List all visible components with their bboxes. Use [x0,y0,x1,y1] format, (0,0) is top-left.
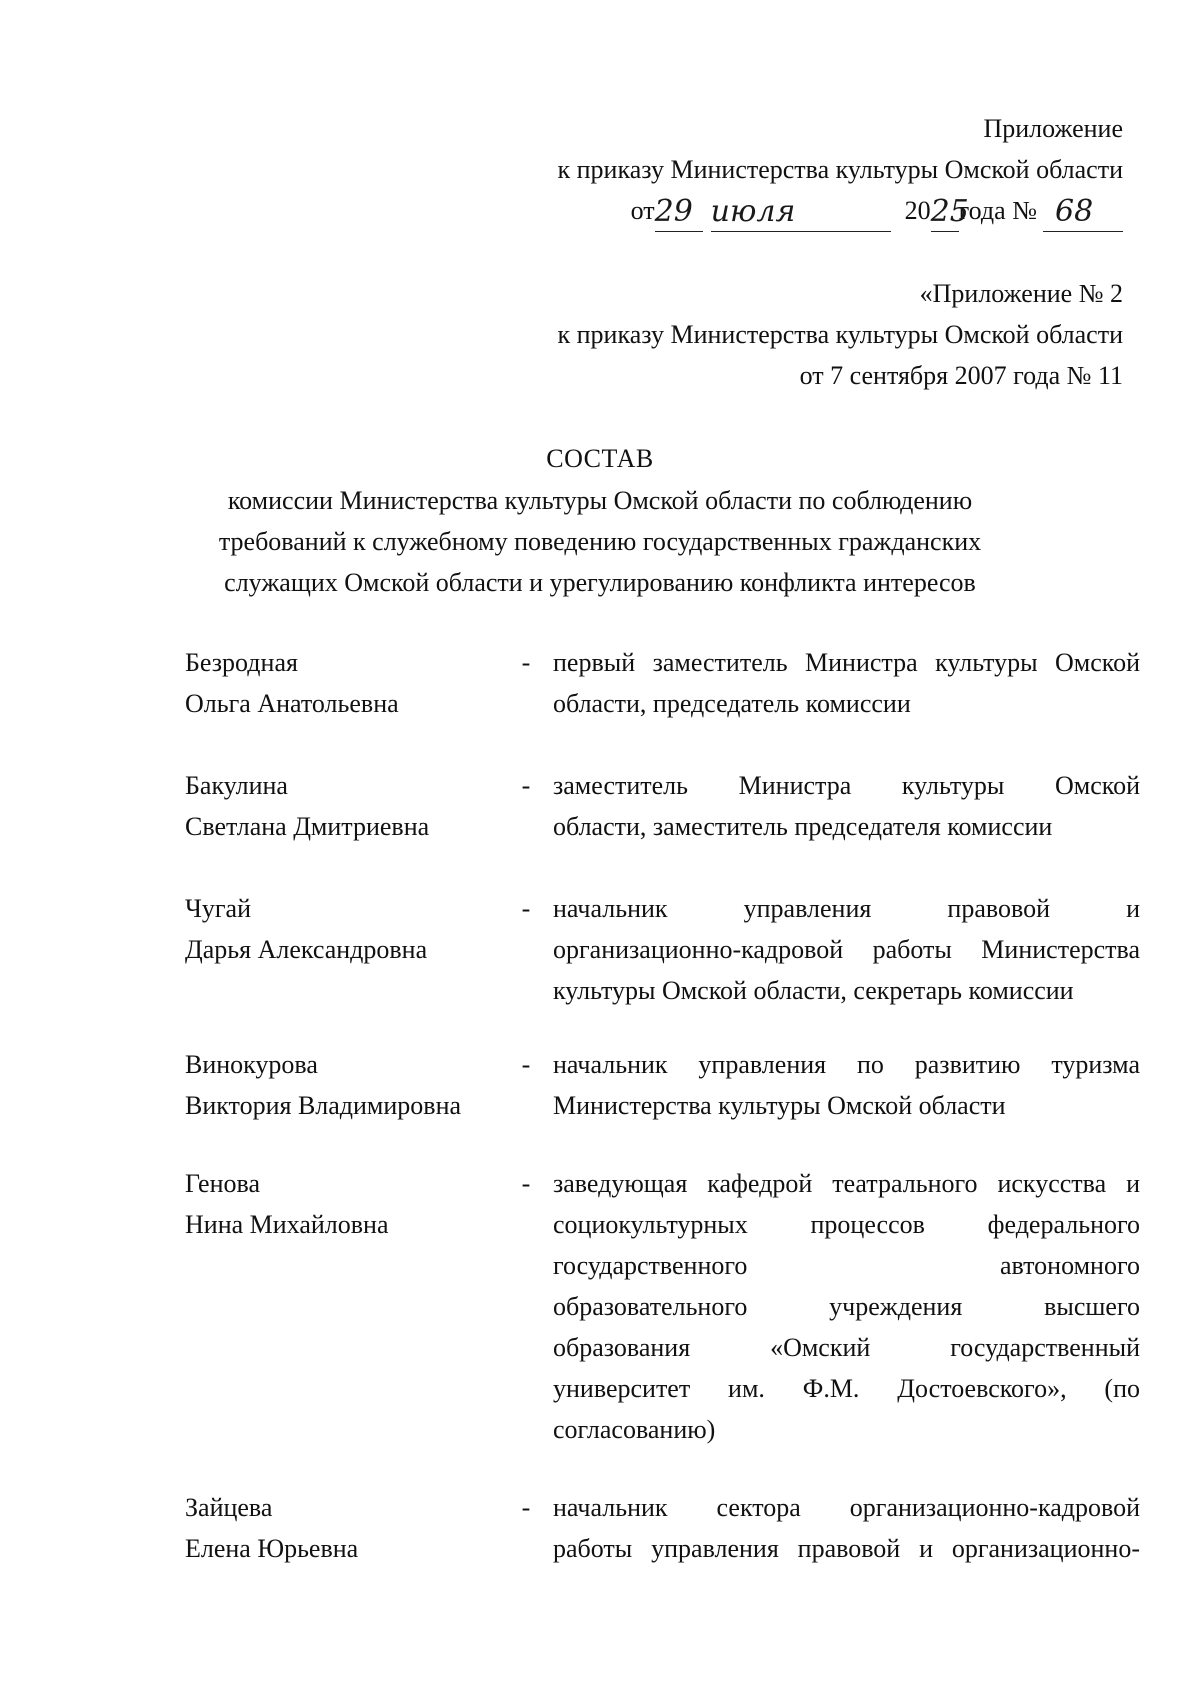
dash: - [521,771,531,800]
role-line: начальник сектора организационно-кадровой [553,1493,1140,1522]
role-line: области, заместитель председателя комиссии [553,812,1053,841]
role-line: Министерства культуры Омской области [553,1091,1006,1120]
member-name [185,1044,505,1126]
member-role [547,765,1140,847]
member-role [547,1044,1140,1126]
document-title: СОСТАВ [546,444,654,473]
member-entry [185,642,1140,724]
member-entry [185,888,1140,1011]
dash: - [521,648,531,677]
handwritten-number: 68 [1055,194,1094,229]
member-entry [185,1163,1140,1450]
role-line: заведующая кафедрой театрального искусства и [553,1169,1140,1198]
member-name [185,888,505,970]
role-line: согласованию) [553,1415,716,1444]
role-line: образования «Омский государственный [553,1333,1140,1362]
date-prefix: от [630,196,655,225]
subtitle-line: требований к служебному поведению государственных гражданских [218,527,982,556]
member-given-names: Виктория Владимировна [185,1091,462,1120]
member-surname: Безродная [185,648,298,677]
member-name [185,642,505,724]
appendix-label: Приложение [983,114,1123,143]
role-line: работы управления правовой и организационно- [553,1534,1140,1563]
year-suffix: года № [958,196,1037,225]
member-surname: Зайцева [185,1493,273,1522]
date-month-blank [711,190,891,232]
appendix-order-ref: к приказу Министерства культуры Омской области [557,155,1123,184]
appendix-date-line [403,190,1123,232]
member-given-names: Нина Михайловна [185,1210,389,1239]
member-given-names: Светлана Дмитриевна [185,812,430,841]
date-day-blank [655,190,703,232]
handwritten-month: июля [710,194,796,229]
dash: - [521,1050,531,1079]
member-surname: Чугай [185,894,252,923]
commission-members [185,642,1140,1569]
dash: - [521,894,531,923]
role-line: заместитель Министра культуры Омской [553,771,1140,800]
role-line: образовательного учреждения высшего [553,1292,1140,1321]
dash: - [521,1169,531,1198]
member-entry [185,1487,1140,1569]
subtitle-line: комиссии Министерства культуры Омской области по соблюдению [227,486,973,515]
member-given-names: Ольга Анатольевна [185,689,399,718]
member-role [547,888,1140,1011]
year-start: 20 [904,196,931,225]
role-line: культуры Омской области, секретарь комиссии [553,976,1074,1005]
member-name [185,1163,505,1245]
member-role [547,642,1140,724]
original-appendix-label: «Приложение № 2 [919,279,1123,308]
original-order-ref: к приказу Министерства культуры Омской области [557,320,1123,349]
date-year-blank [930,190,969,232]
role-line: государственного автономного [553,1251,1140,1280]
handwritten-year: 25 [930,194,969,229]
original-order-date: от 7 сентября 2007 года № 11 [799,361,1123,390]
order-number-blank [1043,190,1123,232]
member-role [547,1487,1140,1569]
document-subtitle [150,480,1050,603]
member-given-names: Елена Юрьевна [185,1534,359,1563]
role-line: университет им. Ф.М. Достоевского», (по [553,1374,1140,1403]
role-line: организационно-кадровой работы Министерства [553,935,1140,964]
role-line: области, председатель комиссии [553,689,911,718]
member-entry [185,1044,1140,1126]
member-role [547,1163,1140,1450]
role-line: начальник управления по развитию туризма [553,1050,1140,1079]
member-entry [185,765,1140,847]
member-name [185,765,505,847]
member-given-names: Дарья Александровна [185,935,428,964]
member-name [185,1487,505,1569]
member-surname: Генова [185,1169,260,1198]
member-surname: Бакулина [185,771,288,800]
handwritten-day: 29 [654,194,693,229]
subtitle-line: служащих Омской области и урегулированию конфликта интересов [224,568,976,597]
dash: - [521,1493,531,1522]
role-line: начальник управления правовой и [553,894,1140,923]
appendix-header [403,108,1123,232]
original-appendix-header [403,273,1123,396]
member-surname: Винокурова [185,1050,318,1079]
role-line: социокультурных процессов федерального [553,1210,1140,1239]
role-line: первый заместитель Министра культуры Омской [553,648,1140,677]
